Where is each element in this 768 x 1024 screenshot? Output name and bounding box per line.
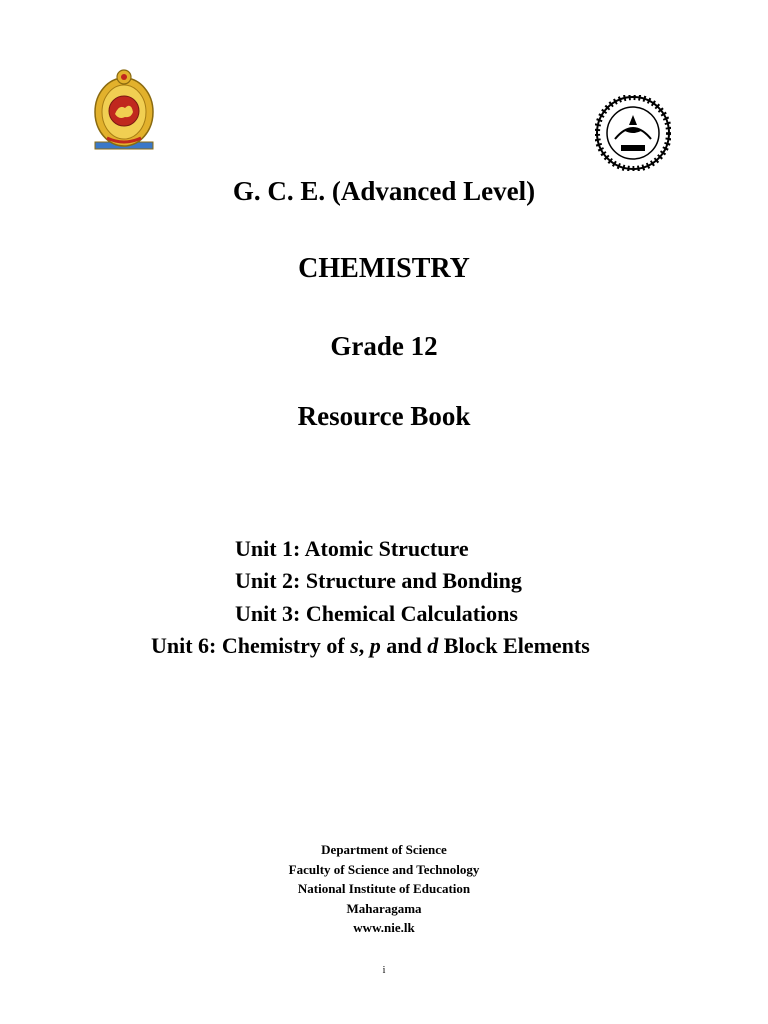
unit-6-comma: , [358,633,370,658]
exam-title: G. C. E. (Advanced Level) [232,176,536,206]
unit-1-item: Unit 1: Atomic Structure [235,536,469,561]
subject-title: CHEMISTRY [298,253,470,284]
unit-6-item [151,633,590,659]
unit-2-item: Unit 2: Structure and Bonding [235,568,522,593]
faculty-line: Faculty of Science and Technology [288,861,480,877]
book-type-title: Resource Book [297,401,471,431]
unit-6-s: s [350,633,359,658]
unit-6-suffix: Block Elements [438,633,590,658]
nie-seal-emblem [595,95,671,171]
unit-3-item: Unit 3: Chemical Calculations [235,601,518,626]
unit-6-prefix: Unit 6: Chemistry of [151,633,351,658]
publisher-footer [0,840,768,938]
website-line: www.nie.lk [353,920,415,935]
unit-6-d: d [427,633,439,658]
institute-line: National Institute of Education [297,881,471,896]
unit-6-and: and [380,633,428,658]
page-number: i [382,965,386,976]
coat-of-arms-emblem [91,68,157,152]
unit-6-p: p [369,633,381,658]
city-line: Maharagama [346,900,422,916]
grade-title: Grade 12 [330,331,438,361]
department-line: Department of Science [321,842,447,857]
